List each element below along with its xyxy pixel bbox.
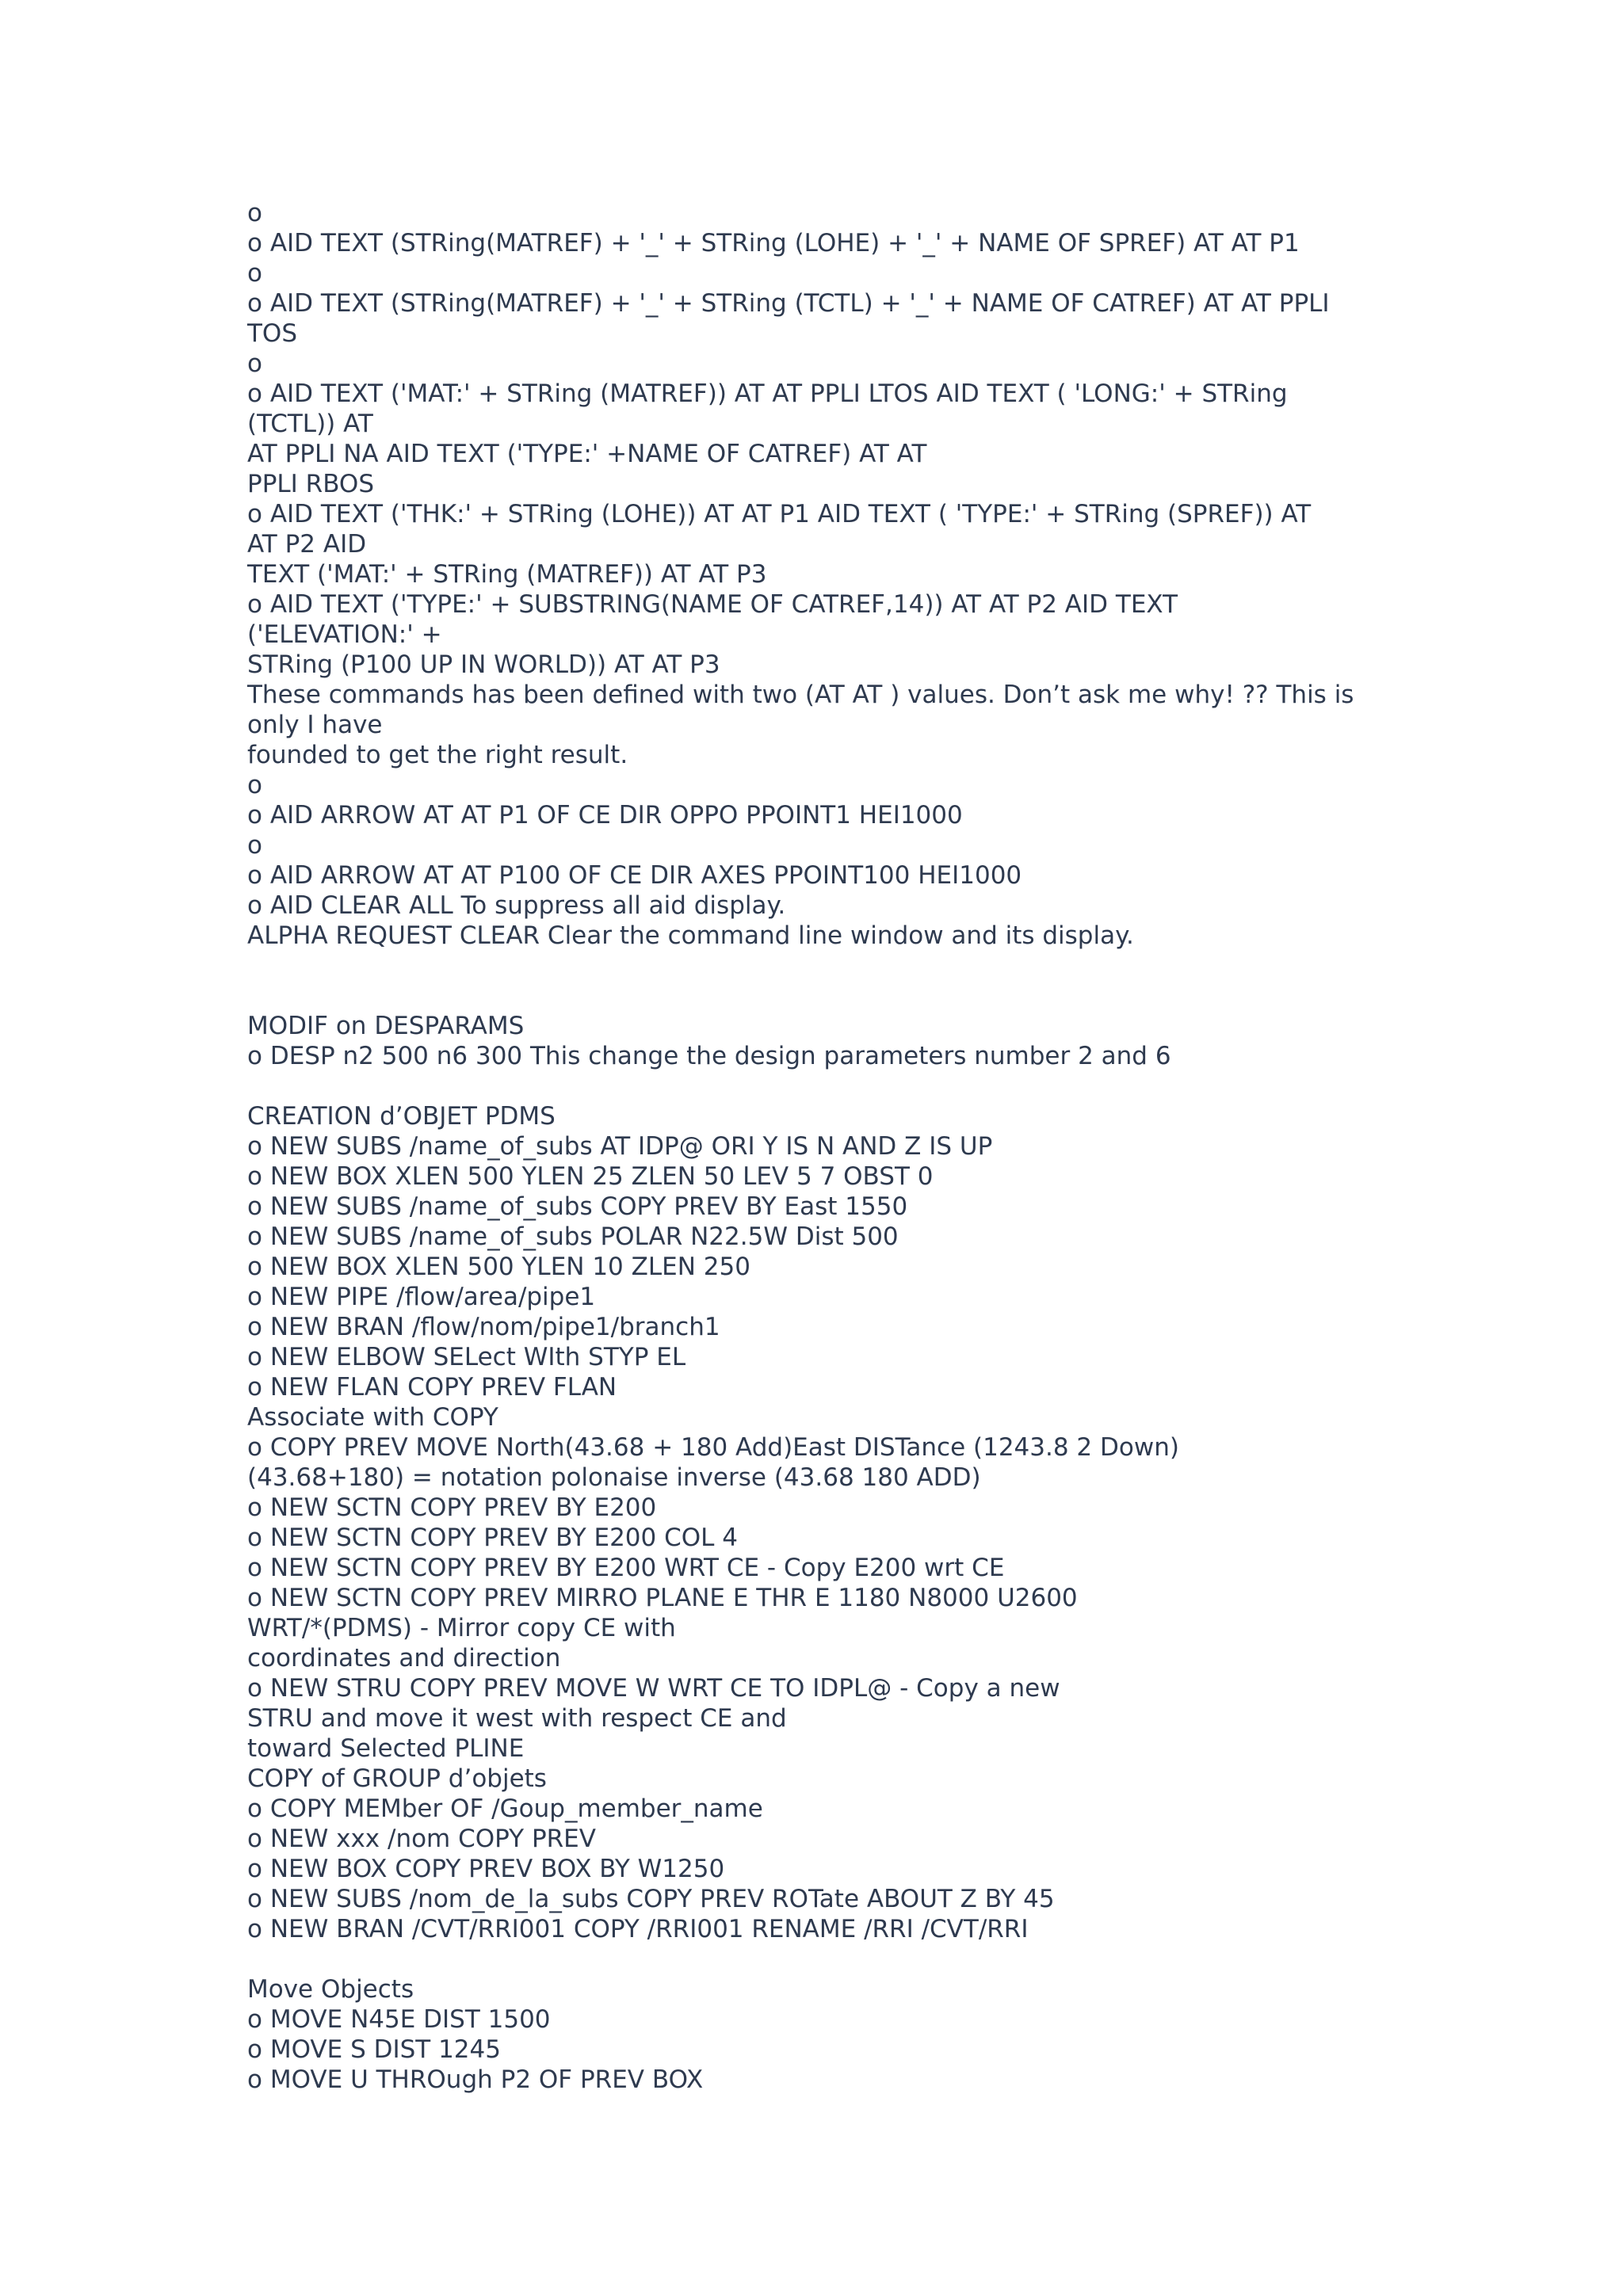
text-line: o: [247, 831, 262, 860]
text-line: o NEW BOX XLEN 500 YLEN 10 ZLEN 250: [247, 1253, 750, 1281]
text-line: MODIF on DESPARAMS: [247, 1012, 525, 1040]
text-line: o AID TEXT ('THK:' + STRing (LOHE)) AT AT P1 AID TEXT ( 'TYPE:' + STRing (SPREF)) AT: [247, 500, 1312, 528]
text-line: o NEW xxx /nom COPY PREV: [247, 1825, 596, 1853]
text-line: o NEW SCTN COPY PREV BY E200 WRT CE - Copy E200 wrt CE: [247, 1554, 1005, 1582]
document-page: [247, 198, 1396, 2095]
text-line: o MOVE S DIST 1245: [247, 2035, 501, 2064]
text-line: o AID ARROW AT AT P100 OF CE DIR AXES PPOINT100 HEI1000: [247, 861, 1022, 890]
text-line: CREATION d’OBJET PDMS: [247, 1102, 556, 1131]
text-line: o NEW SCTN COPY PREV BY E200: [247, 1493, 657, 1522]
text-line: o AID TEXT ('MAT:' + STRing (MATREF)) AT AT PPLI LTOS AID TEXT ( 'LONG:' + STRing: [247, 379, 1288, 408]
text-line: Associate with COPY: [247, 1403, 498, 1432]
text-line: TOS: [247, 319, 298, 348]
text-line: o NEW FLAN COPY PREV FLAN: [247, 1373, 617, 1402]
text-line: founded to get the right result.: [247, 741, 628, 769]
text-line: o AID ARROW AT AT P1 OF CE DIR OPPO PPOINT1 HEI1000: [247, 801, 963, 830]
text-line: o MOVE N45E DIST 1500: [247, 2005, 551, 2034]
text-line: toward Selected PLINE: [247, 1734, 525, 1763]
text-line: ('ELEVATION:' +: [247, 620, 442, 649]
text-line: o NEW SCTN COPY PREV MIRRO PLANE E THR E 1180 N8000 U2600: [247, 1584, 1078, 1612]
text-line: o NEW ELBOW SELect WIth STYP EL: [247, 1343, 686, 1371]
text-line: o NEW SUBS /name_of_subs COPY PREV BY East 1550: [247, 1192, 908, 1221]
text-line: COPY of GROUP d’objets: [247, 1764, 547, 1793]
text-line: o NEW SUBS /name_of_subs POLAR N22.5W Dist 500: [247, 1222, 899, 1251]
text-line: AT PPLI NA AID TEXT ('TYPE:' +NAME OF CATREF) AT AT: [247, 440, 927, 468]
text-line: coordinates and direction: [247, 1644, 561, 1672]
text-line: PPLI RBOS: [247, 470, 374, 498]
text-line: o: [247, 259, 262, 288]
text-line: ALPHA REQUEST CLEAR Clear the command line window and its display.: [247, 921, 1134, 950]
text-line: STRing (P100 UP IN WORLD)) AT AT P3: [247, 650, 720, 679]
text-line: o NEW SUBS /name_of_subs AT IDP@ ORI Y IS N AND Z IS UP: [247, 1132, 993, 1161]
text-line: (43.68+180) = notation polonaise inverse (43.68 180 ADD): [247, 1463, 981, 1492]
text-line: o NEW SCTN COPY PREV BY E200 COL 4: [247, 1524, 739, 1552]
text-line: o: [247, 349, 262, 378]
blank-line: [247, 981, 1396, 1011]
text-line: o: [247, 771, 262, 799]
text-line: STRU and move it west with respect CE and: [247, 1704, 787, 1733]
text-line: o AID TEXT ('TYPE:' + SUBSTRING(NAME OF CATREF,14)) AT AT P2 AID TEXT: [247, 590, 1178, 619]
text-line: o NEW BOX COPY PREV BOX BY W1250: [247, 1855, 725, 1883]
text-line: o MOVE U THROugh P2 OF PREV BOX: [247, 2065, 704, 2094]
text-line: WRT/*(PDMS) - Mirror copy CE with: [247, 1614, 676, 1642]
text-line: o DESP n2 500 n6 300 This change the design parameters number 2 and 6: [247, 1042, 1171, 1070]
text-line: o NEW SUBS /nom_de_la_subs COPY PREV ROTate ABOUT Z BY 45: [247, 1885, 1055, 1913]
text-line: o: [247, 199, 262, 227]
text-line: Move Objects: [247, 1975, 414, 2004]
text-line: TEXT ('MAT:' + STRing (MATREF)) AT AT P3: [247, 560, 767, 589]
blank-line: [247, 1071, 1396, 1101]
text-line: o AID TEXT (STRing(MATREF) + '_' + STRing (LOHE) + '_' + NAME OF SPREF) AT AT P1: [247, 229, 1300, 257]
text-line: o NEW BOX XLEN 500 YLEN 25 ZLEN 50 LEV 5 7 OBST 0: [247, 1162, 934, 1191]
text-line: o AID CLEAR ALL To suppress all aid display.: [247, 891, 786, 920]
text-line: These commands has been defined with two (AT AT ) values. Don’t ask me why! ?? This is: [247, 681, 1354, 709]
text-line: o COPY MEMber OF /Goup_member_name: [247, 1794, 763, 1823]
text-line: o COPY PREV MOVE North(43.68 + 180 Add)East DISTance (1243.8 2 Down): [247, 1433, 1179, 1462]
blank-line: [247, 951, 1396, 981]
text-line: o NEW BRAN /CVT/RRI001 COPY /RRI001 RENAME /RRI /CVT/RRI: [247, 1915, 1029, 1943]
text-line: o AID TEXT (STRing(MATREF) + '_' + STRing (TCTL) + '_' + NAME OF CATREF) AT AT PPLI: [247, 289, 1330, 318]
text-line: (TCTL)) AT: [247, 410, 373, 438]
text-line: o NEW BRAN /flow/nom/pipe1/branch1: [247, 1313, 720, 1341]
text-line: AT P2 AID: [247, 530, 367, 559]
text-line: only I have: [247, 711, 383, 739]
blank-line: [247, 1944, 1396, 1974]
text-line: o NEW STRU COPY PREV MOVE W WRT CE TO IDPL@ - Copy a new: [247, 1674, 1060, 1703]
text-line: o NEW PIPE /flow/area/pipe1: [247, 1283, 596, 1311]
